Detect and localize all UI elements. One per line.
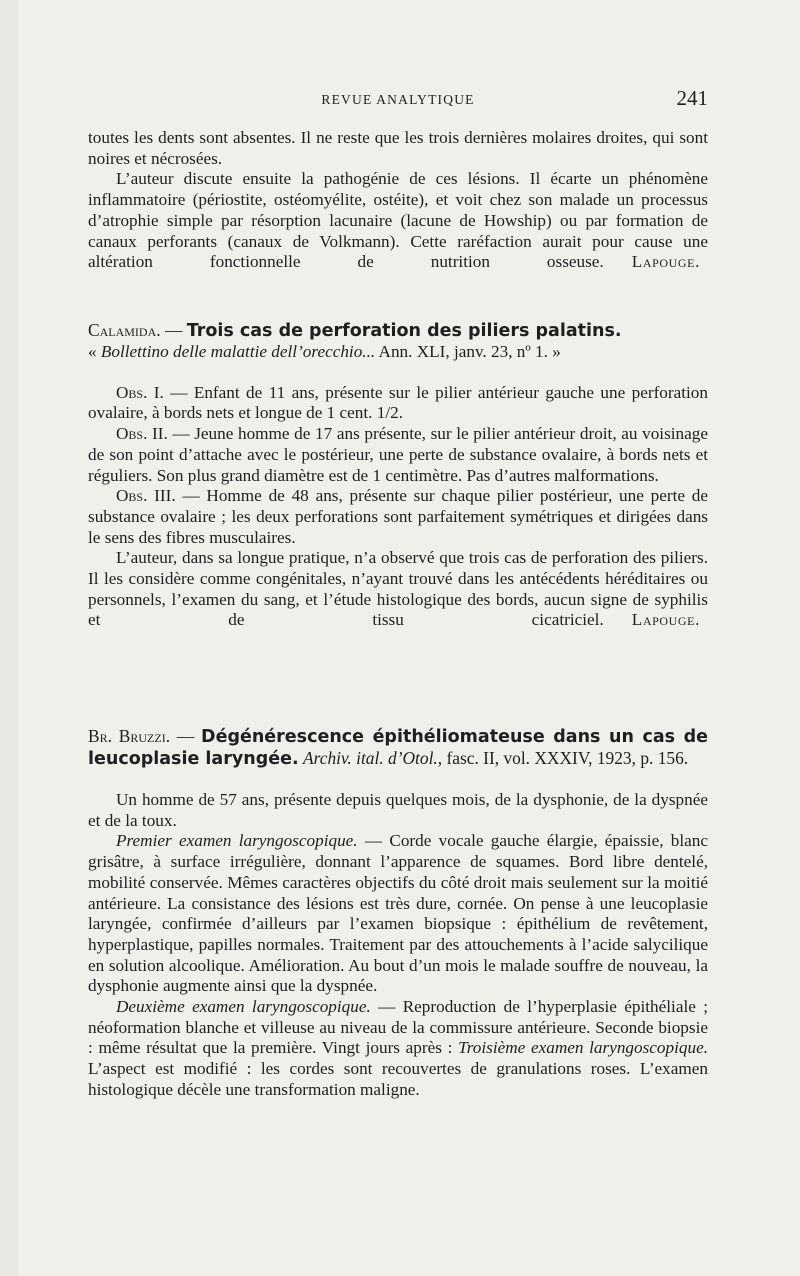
review-continuation [88, 128, 708, 294]
review2-conclusion [88, 548, 708, 652]
review2-citation-rest: Ann. XLI, janv. 23, nº 1. » [375, 342, 561, 361]
review2-citation [88, 342, 708, 363]
review2-signature: Lapouge. [631, 610, 700, 630]
review2-obs1 [88, 383, 708, 424]
review3-exam1 [88, 831, 708, 997]
review1-text: L’auteur discute ensuite la pathogénie de ces lésions. Il écarte un phénomène inflammatoire (périostite, ostéomyélite, ostéite), et voit chez son malade un processus d’atrophie simple par résorption lacunaire (lacune de Howship) ou par formation de canaux perforants (canaux de Volkmann). Cette raréfaction aurait pour cause une altération fonctionnelle de nutrition osseuse. [88, 169, 708, 272]
review3-author-name: Bruzzi. [118, 726, 171, 746]
review-bruzzi [88, 726, 708, 1101]
review2-dash: — [160, 320, 187, 340]
exam1-label: Premier examen laryngoscopique. [116, 831, 358, 851]
review3-citation-rest: , fasc. II, vol. XXXIV, 1923, p. 156. [437, 748, 689, 768]
review3-title: Dégénérescence épithéliomateuse dans un cas de leucoplasie laryngée. [88, 727, 708, 769]
review1-paragraph-1: toutes les dents sont absentes. Il ne reste que les trois dernières molaires droites, qui sont noires et nécrosées. [88, 128, 708, 168]
review2-journal: Bollettino delle malattie dell’orecchio... [100, 342, 376, 361]
exam3-text: L’aspect est modifié : les cordes sont recouvertes de granulations roses. L’examen histologique décèle une transformation maligne. [88, 1059, 708, 1099]
review3-author-prefix: Br. [88, 726, 112, 746]
exam2-label: Deuxième examen laryngoscopique. [116, 997, 371, 1017]
review3-heading [88, 726, 708, 770]
review1-signature: Lapouge. [631, 252, 700, 272]
obs1-text: — Enfant de 11 ans, présente sur le pilier antérieur gauche une perforation ovalaire, à bords nets et longue de 1 cent. 1/2. [88, 382, 708, 423]
running-title: REVUE ANALYTIQUE [321, 92, 475, 107]
review2-conclusion-text: L’auteur, dans sa longue pratique, n’a observé que trois cas de perforation des piliers. Il les considère comme congénitales, n’ayant trouvé dans les antécédents héréditaires ou personnels, l’examen du sang, et l’étude histologique des bords, aucun signe de syphilis et de tissu cicatriciel. [88, 548, 708, 630]
exam2-text: — Reproduction de l’hyperplasie épithéliale ; néoformation blanche et villeuse au niveau de la commissure antérieure. Seconde biopsie : même résultat que la première. Vingt jours après : [88, 997, 708, 1058]
review2-author: Calamida. [88, 320, 161, 340]
review-calamida [88, 320, 708, 652]
obs2-text: — Jeune homme de 17 ans présente, sur le pilier antérieur droit, au voisinage de son point d’attache avec le postérieur, une perte de substance ovalaire, à bords nets et réguliers. Son plus grand diamètre est de 1 centimètre. Pas d’autres malformations. [88, 424, 708, 485]
review2-obs3 [88, 486, 708, 548]
obs3-label: Obs. III. [116, 486, 176, 506]
obs2-label: Obs. II. [116, 424, 168, 444]
review3-journal: Archiv. ital. d’Otol. [303, 748, 438, 768]
obs3-text: — Homme de 48 ans, présente sur chaque pilier postérieur, une perte de substance ovalaire ; les deux perforations sont parfaitement symétriques et dirigées dans le sens des fibres musculaires. [88, 486, 709, 547]
exam3-label: Troisième examen laryngoscopique. [458, 1038, 709, 1058]
review1-paragraph-2 [88, 169, 708, 293]
page-number: 241 [676, 86, 708, 110]
review2-heading [88, 320, 708, 342]
obs1-label: Obs. I. [116, 382, 164, 402]
exam1-text: — Corde vocale gauche élargie, épaissie, blanc grisâtre, à surface irrégulière, donnant l’apparence de squames. Bord libre dentelé, mobilité conservée. Mêmes caractères objectifs du côté droit mais seulement sur la moitié antérieure. La consistance des lésions est très dure, cornée. On pense à une leucoplasie laryngée, confirmée d’ailleurs par l’examen biopsique : épithélium de revêtement, hyperplastique, papilles normales. Traitement par des attouchements à l’acide salycilique en solution alcoolique. Amélioration. Au bout d’un mois le malade souffre de nouveau, la dysphonie augmente ainsi que la dyspnée. [88, 831, 708, 996]
review3-exam2 [88, 997, 708, 1101]
review2-title: Trois cas de perforation des piliers palatins. [186, 321, 622, 341]
review2-citation-open: « [88, 342, 101, 361]
review3-paragraph-1: Un homme de 57 ans, présente depuis quelques mois, de la dysphonie, de la dyspnée et de la toux. [88, 790, 708, 830]
review2-obs2 [88, 424, 708, 486]
page-header [88, 86, 708, 112]
review3-dash: — [170, 726, 202, 746]
